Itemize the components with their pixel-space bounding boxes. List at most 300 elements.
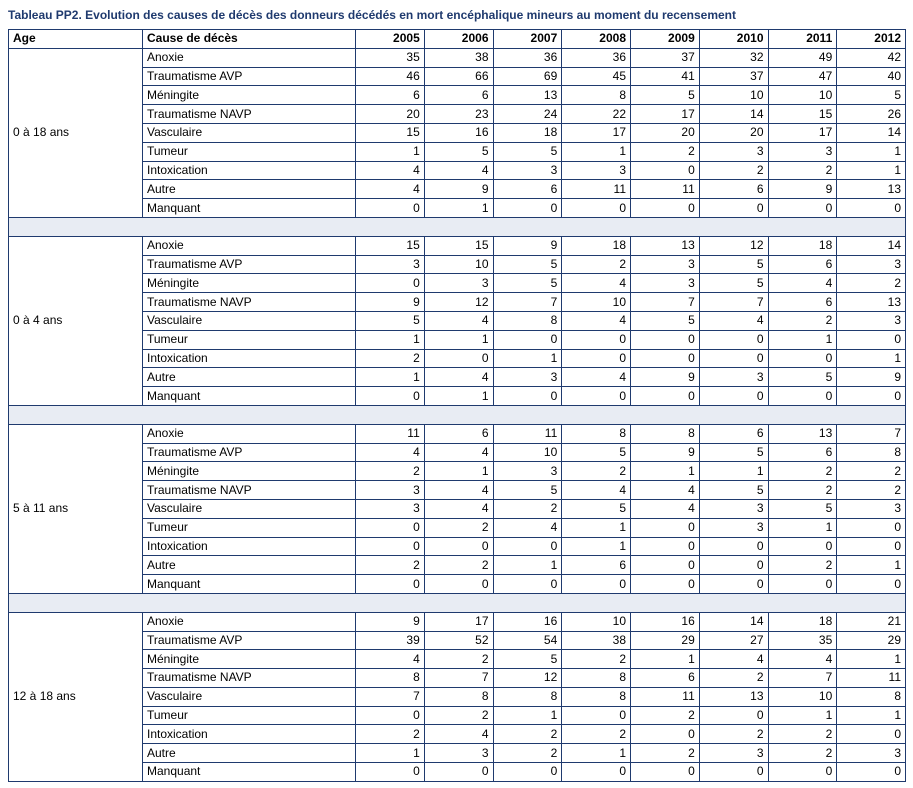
value-cell: 0 — [631, 330, 700, 349]
cause-label: Autre — [143, 368, 356, 387]
table-row — [9, 650, 906, 669]
value-cell: 0 — [356, 537, 425, 556]
data-table — [8, 29, 906, 782]
value-cell: 18 — [562, 236, 631, 255]
value-cell: 5 — [424, 142, 493, 161]
value-cell: 11 — [631, 180, 700, 199]
value-cell: 1 — [837, 142, 906, 161]
value-cell: 26 — [837, 105, 906, 124]
cause-label: Traumatisme NAVP — [143, 481, 356, 500]
value-cell: 2 — [631, 744, 700, 763]
value-cell: 4 — [562, 274, 631, 293]
value-cell: 21 — [837, 612, 906, 631]
table-row — [9, 387, 906, 406]
value-cell: 0 — [356, 387, 425, 406]
value-cell: 41 — [631, 67, 700, 86]
value-cell: 1 — [768, 706, 837, 725]
table-row — [9, 518, 906, 537]
value-cell: 5 — [493, 650, 562, 669]
value-cell: 3 — [699, 744, 768, 763]
header-year: 2010 — [699, 30, 768, 49]
table-row — [9, 537, 906, 556]
value-cell: 4 — [424, 311, 493, 330]
value-cell: 18 — [493, 123, 562, 142]
value-cell: 2 — [768, 311, 837, 330]
table-row — [9, 311, 906, 330]
value-cell: 0 — [837, 537, 906, 556]
cause-label: Méningite — [143, 274, 356, 293]
header-age: Age — [9, 30, 143, 49]
value-cell: 4 — [699, 650, 768, 669]
value-cell: 0 — [562, 763, 631, 782]
value-cell: 0 — [493, 537, 562, 556]
value-cell: 0 — [699, 349, 768, 368]
value-cell: 2 — [699, 161, 768, 180]
value-cell: 6 — [562, 556, 631, 575]
value-cell: 8 — [562, 424, 631, 443]
value-cell: 22 — [562, 105, 631, 124]
value-cell: 8 — [631, 424, 700, 443]
value-cell: 11 — [493, 424, 562, 443]
value-cell: 0 — [837, 575, 906, 594]
table-row — [9, 349, 906, 368]
value-cell: 2 — [768, 161, 837, 180]
age-group-label: 0 à 18 ans — [9, 48, 143, 217]
value-cell: 39 — [356, 631, 425, 650]
value-cell: 66 — [424, 67, 493, 86]
value-cell: 1 — [424, 462, 493, 481]
table-row — [9, 293, 906, 312]
value-cell: 6 — [768, 443, 837, 462]
cause-label: Autre — [143, 556, 356, 575]
value-cell: 0 — [699, 199, 768, 218]
value-cell: 6 — [424, 424, 493, 443]
value-cell: 11 — [356, 424, 425, 443]
value-cell: 1 — [356, 142, 425, 161]
table-row — [9, 763, 906, 782]
value-cell: 4 — [356, 443, 425, 462]
value-cell: 0 — [699, 387, 768, 406]
value-cell: 0 — [356, 518, 425, 537]
value-cell: 14 — [699, 105, 768, 124]
value-cell: 2 — [356, 725, 425, 744]
value-cell: 18 — [768, 612, 837, 631]
cause-label: Méningite — [143, 462, 356, 481]
table-row — [9, 462, 906, 481]
value-cell: 2 — [562, 725, 631, 744]
table-row — [9, 67, 906, 86]
value-cell: 0 — [699, 556, 768, 575]
table-row — [9, 443, 906, 462]
value-cell: 10 — [768, 86, 837, 105]
value-cell: 10 — [424, 255, 493, 274]
value-cell: 2 — [356, 349, 425, 368]
value-cell: 1 — [837, 556, 906, 575]
value-cell: 5 — [631, 86, 700, 105]
value-cell: 0 — [837, 387, 906, 406]
cause-label: Traumatisme NAVP — [143, 105, 356, 124]
value-cell: 0 — [493, 199, 562, 218]
value-cell: 38 — [562, 631, 631, 650]
cause-label: Manquant — [143, 199, 356, 218]
value-cell: 0 — [356, 274, 425, 293]
cause-label: Vasculaire — [143, 311, 356, 330]
table-row — [9, 424, 906, 443]
value-cell: 3 — [699, 518, 768, 537]
cause-label: Traumatisme NAVP — [143, 669, 356, 688]
value-cell: 0 — [493, 763, 562, 782]
cause-label: Vasculaire — [143, 123, 356, 142]
value-cell: 7 — [493, 293, 562, 312]
value-cell: 0 — [699, 763, 768, 782]
value-cell: 4 — [493, 518, 562, 537]
value-cell: 17 — [631, 105, 700, 124]
cause-label: Traumatisme AVP — [143, 443, 356, 462]
table-row — [9, 105, 906, 124]
value-cell: 13 — [493, 86, 562, 105]
separator-cell — [9, 593, 906, 612]
table-row — [9, 725, 906, 744]
value-cell: 2 — [562, 650, 631, 669]
table-row — [9, 236, 906, 255]
value-cell: 8 — [424, 687, 493, 706]
value-cell: 15 — [356, 236, 425, 255]
table-row — [9, 631, 906, 650]
value-cell: 1 — [356, 330, 425, 349]
value-cell: 8 — [493, 311, 562, 330]
value-cell: 1 — [768, 330, 837, 349]
value-cell: 4 — [356, 650, 425, 669]
value-cell: 0 — [768, 387, 837, 406]
value-cell: 35 — [768, 631, 837, 650]
value-cell: 2 — [768, 556, 837, 575]
value-cell: 38 — [424, 48, 493, 67]
value-cell: 13 — [837, 293, 906, 312]
value-cell: 0 — [631, 537, 700, 556]
cause-label: Manquant — [143, 763, 356, 782]
value-cell: 0 — [562, 199, 631, 218]
value-cell: 0 — [631, 387, 700, 406]
value-cell: 42 — [837, 48, 906, 67]
value-cell: 40 — [837, 67, 906, 86]
cause-label: Méningite — [143, 650, 356, 669]
value-cell: 3 — [837, 499, 906, 518]
value-cell: 0 — [562, 706, 631, 725]
value-cell: 0 — [493, 387, 562, 406]
value-cell: 8 — [837, 443, 906, 462]
table-row — [9, 123, 906, 142]
table-row — [9, 368, 906, 387]
value-cell: 0 — [424, 763, 493, 782]
value-cell: 24 — [493, 105, 562, 124]
value-cell: 9 — [631, 443, 700, 462]
value-cell: 3 — [837, 255, 906, 274]
table-row — [9, 255, 906, 274]
value-cell: 0 — [562, 349, 631, 368]
value-cell: 1 — [493, 349, 562, 368]
value-cell: 8 — [837, 687, 906, 706]
value-cell: 0 — [562, 575, 631, 594]
value-cell: 4 — [356, 161, 425, 180]
value-cell: 6 — [424, 86, 493, 105]
value-cell: 2 — [562, 255, 631, 274]
value-cell: 0 — [631, 349, 700, 368]
value-cell: 0 — [424, 349, 493, 368]
cause-label: Manquant — [143, 575, 356, 594]
value-cell: 0 — [768, 537, 837, 556]
value-cell: 4 — [424, 368, 493, 387]
value-cell: 15 — [424, 236, 493, 255]
value-cell: 20 — [356, 105, 425, 124]
cause-label: Intoxication — [143, 537, 356, 556]
value-cell: 46 — [356, 67, 425, 86]
value-cell: 4 — [631, 499, 700, 518]
value-cell: 3 — [493, 161, 562, 180]
value-cell: 2 — [837, 462, 906, 481]
value-cell: 0 — [424, 575, 493, 594]
value-cell: 1 — [424, 387, 493, 406]
cause-label: Tumeur — [143, 518, 356, 537]
value-cell: 0 — [356, 763, 425, 782]
table-row — [9, 48, 906, 67]
age-group-label: 0 à 4 ans — [9, 236, 143, 405]
value-cell: 8 — [562, 687, 631, 706]
value-cell: 5 — [356, 311, 425, 330]
value-cell: 5 — [768, 368, 837, 387]
value-cell: 2 — [493, 499, 562, 518]
value-cell: 14 — [837, 123, 906, 142]
value-cell: 0 — [837, 518, 906, 537]
value-cell: 5 — [699, 274, 768, 293]
value-cell: 3 — [837, 744, 906, 763]
table-body — [9, 48, 906, 781]
value-cell: 5 — [768, 499, 837, 518]
value-cell: 7 — [424, 669, 493, 688]
value-cell: 7 — [356, 687, 425, 706]
value-cell: 4 — [768, 650, 837, 669]
value-cell: 1 — [631, 650, 700, 669]
value-cell: 5 — [631, 311, 700, 330]
value-cell: 5 — [493, 481, 562, 500]
value-cell: 1 — [562, 744, 631, 763]
value-cell: 29 — [631, 631, 700, 650]
value-cell: 54 — [493, 631, 562, 650]
value-cell: 2 — [837, 274, 906, 293]
value-cell: 47 — [768, 67, 837, 86]
table-row — [9, 706, 906, 725]
value-cell: 17 — [424, 612, 493, 631]
value-cell: 12 — [699, 236, 768, 255]
value-cell: 5 — [699, 443, 768, 462]
value-cell: 5 — [493, 255, 562, 274]
cause-label: Intoxication — [143, 349, 356, 368]
value-cell: 6 — [631, 669, 700, 688]
value-cell: 37 — [699, 67, 768, 86]
value-cell: 10 — [562, 293, 631, 312]
value-cell: 2 — [493, 725, 562, 744]
cause-label: Autre — [143, 180, 356, 199]
value-cell: 12 — [493, 669, 562, 688]
table-row — [9, 612, 906, 631]
value-cell: 2 — [768, 481, 837, 500]
value-cell: 9 — [424, 180, 493, 199]
value-cell: 36 — [562, 48, 631, 67]
value-cell: 10 — [699, 86, 768, 105]
value-cell: 3 — [562, 161, 631, 180]
value-cell: 17 — [768, 123, 837, 142]
value-cell: 2 — [424, 518, 493, 537]
value-cell: 1 — [424, 199, 493, 218]
header-cause: Cause de décès — [143, 30, 356, 49]
cause-label: Autre — [143, 744, 356, 763]
value-cell: 2 — [768, 462, 837, 481]
header-year: 2005 — [356, 30, 425, 49]
value-cell: 15 — [768, 105, 837, 124]
table-title: Tableau PP2. Evolution des causes de décès des donneurs décédés en mort encéphalique mineurs au moment du recensement — [8, 8, 737, 22]
value-cell: 3 — [768, 142, 837, 161]
value-cell: 4 — [631, 481, 700, 500]
value-cell: 9 — [631, 368, 700, 387]
value-cell: 1 — [493, 556, 562, 575]
value-cell: 2 — [768, 744, 837, 763]
value-cell: 4 — [562, 311, 631, 330]
value-cell: 9 — [837, 368, 906, 387]
value-cell: 0 — [699, 330, 768, 349]
value-cell: 6 — [699, 180, 768, 199]
value-cell: 0 — [837, 725, 906, 744]
value-cell: 1 — [562, 142, 631, 161]
value-cell: 0 — [631, 575, 700, 594]
value-cell: 13 — [631, 236, 700, 255]
value-cell: 15 — [356, 123, 425, 142]
value-cell: 11 — [631, 687, 700, 706]
value-cell: 16 — [631, 612, 700, 631]
value-cell: 45 — [562, 67, 631, 86]
header-year: 2008 — [562, 30, 631, 49]
value-cell: 3 — [356, 499, 425, 518]
value-cell: 5 — [837, 86, 906, 105]
value-cell: 0 — [768, 575, 837, 594]
value-cell: 35 — [356, 48, 425, 67]
value-cell: 1 — [356, 744, 425, 763]
value-cell: 3 — [699, 368, 768, 387]
value-cell: 7 — [837, 424, 906, 443]
value-cell: 4 — [699, 311, 768, 330]
value-cell: 9 — [356, 612, 425, 631]
table-row — [9, 180, 906, 199]
cause-label: Traumatisme AVP — [143, 631, 356, 650]
value-cell: 0 — [493, 330, 562, 349]
header-year: 2012 — [837, 30, 906, 49]
cause-label: Manquant — [143, 387, 356, 406]
value-cell: 1 — [768, 518, 837, 537]
value-cell: 2 — [424, 650, 493, 669]
group-separator — [9, 217, 906, 236]
value-cell: 3 — [424, 274, 493, 293]
table-row — [9, 499, 906, 518]
value-cell: 13 — [699, 687, 768, 706]
value-cell: 36 — [493, 48, 562, 67]
value-cell: 0 — [631, 763, 700, 782]
cause-label: Traumatisme AVP — [143, 67, 356, 86]
cause-label: Anoxie — [143, 612, 356, 631]
value-cell: 7 — [699, 293, 768, 312]
value-cell: 3 — [493, 462, 562, 481]
cause-label: Traumatisme NAVP — [143, 293, 356, 312]
value-cell: 10 — [493, 443, 562, 462]
header-year: 2007 — [493, 30, 562, 49]
value-cell: 20 — [631, 123, 700, 142]
value-cell: 0 — [356, 199, 425, 218]
value-cell: 3 — [356, 255, 425, 274]
table-row — [9, 330, 906, 349]
table-row — [9, 575, 906, 594]
value-cell: 20 — [699, 123, 768, 142]
value-cell: 8 — [356, 669, 425, 688]
value-cell: 4 — [424, 499, 493, 518]
group-separator — [9, 593, 906, 612]
cause-label: Tumeur — [143, 706, 356, 725]
value-cell: 18 — [768, 236, 837, 255]
table-row — [9, 744, 906, 763]
value-cell: 0 — [768, 199, 837, 218]
separator-cell — [9, 405, 906, 424]
table-row — [9, 274, 906, 293]
header-year: 2009 — [631, 30, 700, 49]
cause-label: Anoxie — [143, 48, 356, 67]
header-year: 2011 — [768, 30, 837, 49]
value-cell: 27 — [699, 631, 768, 650]
table-row — [9, 669, 906, 688]
value-cell: 0 — [356, 575, 425, 594]
value-cell: 3 — [837, 311, 906, 330]
value-cell: 3 — [631, 255, 700, 274]
value-cell: 6 — [493, 180, 562, 199]
value-cell: 0 — [631, 161, 700, 180]
value-cell: 9 — [356, 293, 425, 312]
value-cell: 2 — [699, 725, 768, 744]
header-year: 2006 — [424, 30, 493, 49]
value-cell: 3 — [493, 368, 562, 387]
value-cell: 52 — [424, 631, 493, 650]
value-cell: 0 — [837, 763, 906, 782]
value-cell: 0 — [631, 518, 700, 537]
value-cell: 1 — [562, 518, 631, 537]
value-cell: 0 — [768, 349, 837, 368]
cause-label: Tumeur — [143, 330, 356, 349]
value-cell: 2 — [631, 142, 700, 161]
value-cell: 11 — [837, 669, 906, 688]
value-cell: 16 — [493, 612, 562, 631]
value-cell: 4 — [562, 481, 631, 500]
table-row — [9, 161, 906, 180]
value-cell: 1 — [837, 349, 906, 368]
age-group-label: 12 à 18 ans — [9, 612, 143, 781]
table-row — [9, 142, 906, 161]
value-cell: 1 — [493, 706, 562, 725]
value-cell: 2 — [631, 706, 700, 725]
value-cell: 5 — [493, 274, 562, 293]
value-cell: 8 — [493, 687, 562, 706]
value-cell: 10 — [562, 612, 631, 631]
value-cell: 49 — [768, 48, 837, 67]
table-row — [9, 556, 906, 575]
value-cell: 0 — [631, 199, 700, 218]
cause-label: Méningite — [143, 86, 356, 105]
value-cell: 14 — [837, 236, 906, 255]
value-cell: 10 — [768, 687, 837, 706]
value-cell: 1 — [356, 368, 425, 387]
